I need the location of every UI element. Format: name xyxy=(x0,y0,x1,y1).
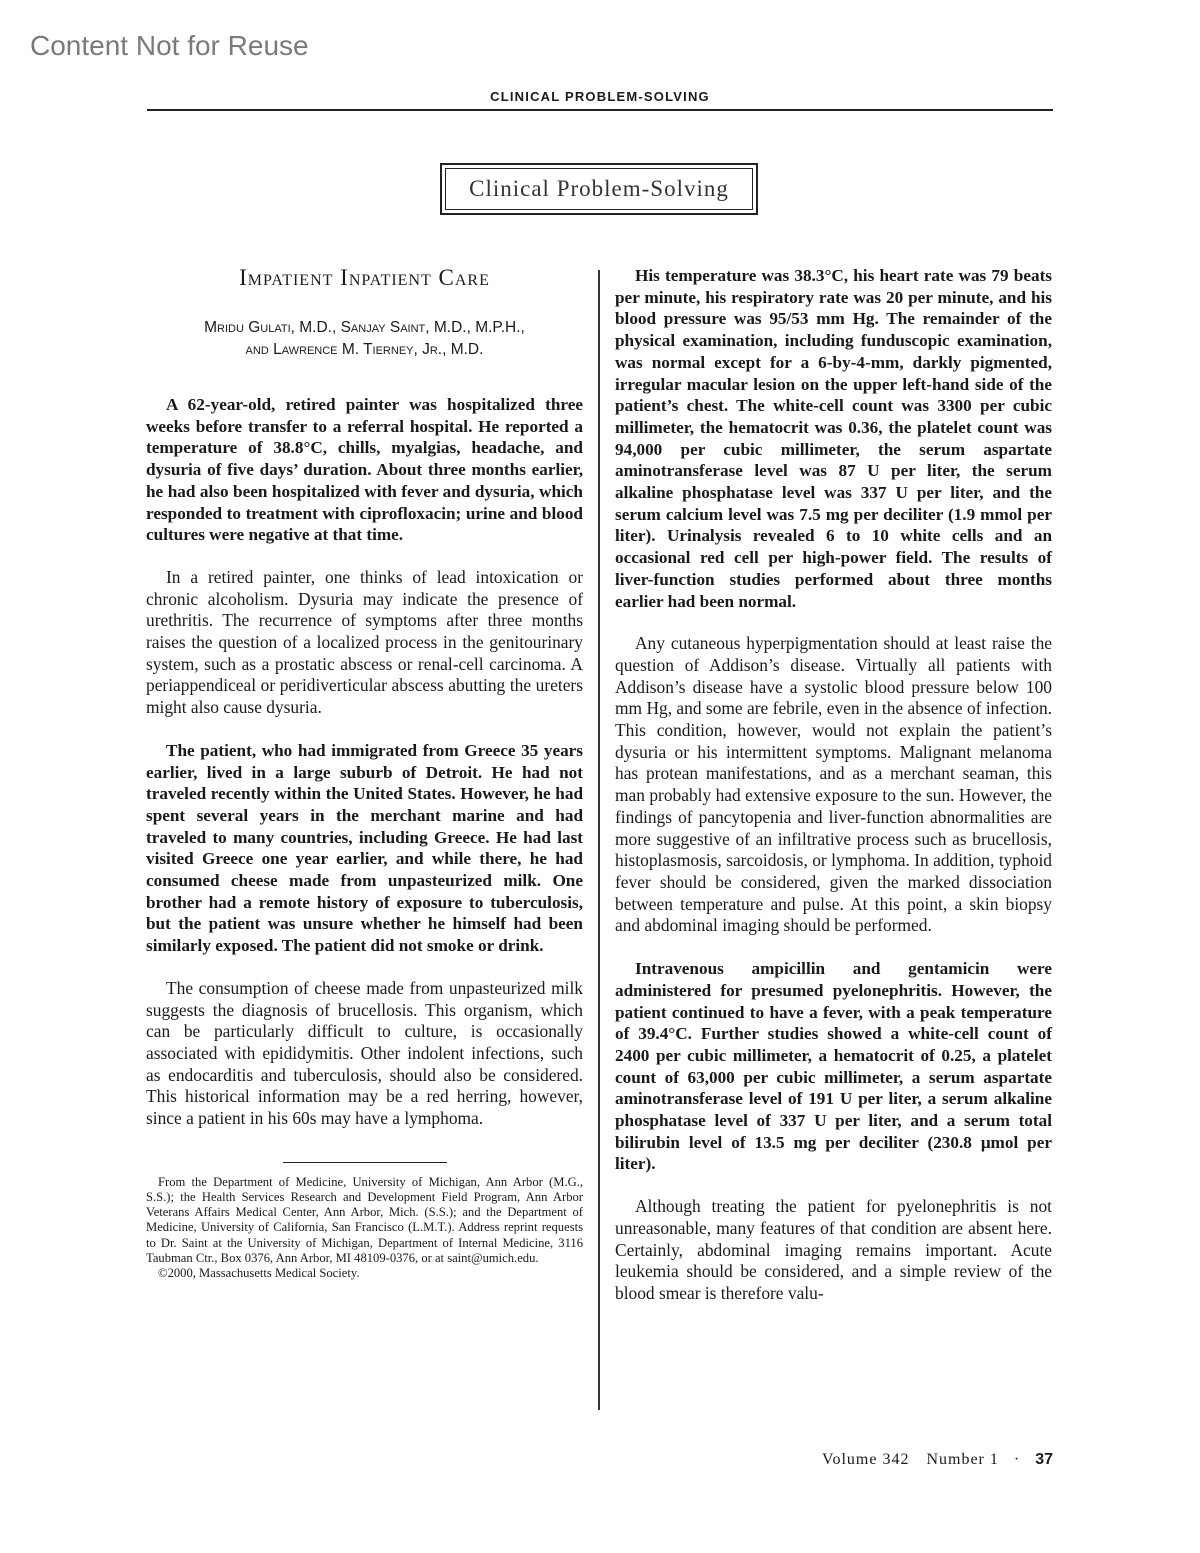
case-paragraph: A 62-year-old, retired painter was hospitalized three weeks before transfer to a referral hospital. He reported a temperature of 38.8°C, chills, myalgias, headache, and dysuria of five days’ duration. About three months earlier, he had also been hospitalized with fever and dysuria, which responded to treatment with ciprofloxacin; urine and blood cultures were negative at that time. xyxy=(146,395,583,545)
case-paragraph: His temperature was 38.3°C, his heart rate was 79 beats per minute, his respiratory rate was 20 per minute, and his blood pressure was 95/53 mm Hg. The remainder of the physical examination, including funduscopic examination, was normal except for a 6-by-4-mm, darkly pigmented, irregular macular lesion on the upper left-hand side of the patient’s chest. The white-cell count was 3300 per cubic millimeter, the hematocrit was 0.36, the platelet count was 94,000 per cubic millimeter, the serum aspartate aminotransferase level was 87 U per liter, the serum alkaline phosphatase level was 337 U per liter, and the serum calcium level was 7.5 mg per deciliter (1.9 mmol per liter). Urinalysis revealed 6 to 10 white cells and an occasional red cell per high-power field. The results of liver-function studies performed about three months earlier had been normal. xyxy=(615,266,1052,611)
authors-line-2: and Lawrence M. Tierney, Jr., M.D. xyxy=(245,341,484,358)
section-banner-label: Clinical Problem-Solving xyxy=(445,168,753,210)
page-folio xyxy=(822,1451,1053,1469)
authors-line-1: Mridu Gulati, M.D., Sanjay Saint, M.D., M.P.H., xyxy=(204,319,525,336)
commentary-paragraph: Any cutaneous hyperpigmentation should at least raise the question of Addison’s disease. Virtually all patients with Addison’s disease have a systolic blood pressure below 100 mm Hg, and some are febrile, even in the absence of infection. This condition, however, would not explain the patient’s dysuria or his intermittent symptoms. Malignant melanoma has protean manifestations, and as a merchant seaman, this man probably had extensive exposure to the sun. However, the findings of pancytopenia and liver-function abnormalities are more suggestive of an infiltrative process such as brucellosis, histoplasmosis, sarcoidosis, or lymphoma. In addition, typhoid fever should be considered, given the marked dissociation between temperature and pulse. At this point, a skin biopsy and abdominal imaging should be performed. xyxy=(615,633,1052,936)
page-number: 37 xyxy=(1035,1451,1053,1468)
left-column xyxy=(146,265,583,1281)
commentary-paragraph: The consumption of cheese made from unpasteurized milk suggests the diagnosis of brucellosis. This organism, which can be particularly difficult to culture, is occasionally associated with epididymitis. Other indolent infections, such as endocarditis and tuberculosis, should also be considered. This historical information may be a red herring, however, since a patient in his 60s may have a lymphoma. xyxy=(146,977,583,1129)
copyright-notice: ©2000, Massachusetts Medical Society. xyxy=(158,1266,360,1281)
folio-separator: · xyxy=(1013,1451,1021,1468)
case-paragraph: Intravenous ampicillin and gentamicin were administered for presumed pyelonephritis. However, the patient continued to have a fever, with a peak temperature of 39.4°C. Further studies showed a white-cell count of 2400 per cubic millimeter, a hematocrit of 0.25, a platelet count of 63,000 per cubic millimeter, a serum aspartate aminotransferase level of 191 U per liter, a serum alkaline phosphatase level of 337 U per liter, and a serum total bilirubin level of 13.5 mg per deciliter (230.8 μmol per liter). xyxy=(615,959,1052,1174)
article-title: Impatient Inpatient Care xyxy=(239,265,490,290)
commentary-paragraph: Although treating the patient for pyelonephritis is not unreasonable, many features of that condition are absent here. Certainly, abdominal imaging remains important. Acute leukemia should be considered, and a simple review of the blood smear is therefore valu- xyxy=(615,1196,1052,1303)
commentary-paragraph: In a retired painter, one thinks of lead intoxication or chronic alcoholism. Dysuria may indicate the presence of urethritis. The recurrence of symptoms after three months raises the question of a localized process in the genitourinary system, such as a prostatic abscess or renal-cell carcinoma. A periappendiceal or peridiverticular abscess abutting the ureters might also cause dysuria. xyxy=(146,566,583,718)
right-column xyxy=(615,265,1052,1326)
section-banner xyxy=(440,163,758,215)
watermark: Content Not for Reuse xyxy=(30,30,309,61)
issue-number: Number 1 xyxy=(926,1451,999,1468)
author-list xyxy=(146,317,583,361)
volume-label: Volume 342 xyxy=(821,1451,910,1468)
running-head: CLINICAL PROBLEM-SOLVING xyxy=(490,89,710,104)
header-rule xyxy=(147,109,1053,111)
footnote-rule xyxy=(283,1162,447,1163)
case-paragraph: The patient, who had immigrated from Greece 35 years earlier, lived in a large suburb of Detroit. He had not traveled recently within the United States. However, he had spent several years in the merchant marine and had traveled to many countries, including Greece. He had last visited Greece one year earlier, and while there, he had consumed cheese made from unpasteurized milk. One brother had a remote history of exposure to tuberculosis, but the patient was unsure whether he himself had been similarly exposed. The patient did not smoke or drink. xyxy=(146,740,583,956)
column-divider xyxy=(598,270,600,1410)
affiliation-footnote: From the Department of Medicine, University of Michigan, Ann Arbor (M.G., S.S.); the Health Services Research and Development Field Program, Ann Arbor Veterans Affairs Medical Center, Ann Arbor, Mich. (S.S.); and the Department of Medicine, University of California, San Francisco (L.M.T.). Address reprint requests to Dr. Saint at the University of Michigan, Department of Internal Medicine, 3116 Taubman Ctr., Box 0376, Ann Arbor, MI 48109-0376, or at saint@umich.edu. xyxy=(146,1174,583,1265)
